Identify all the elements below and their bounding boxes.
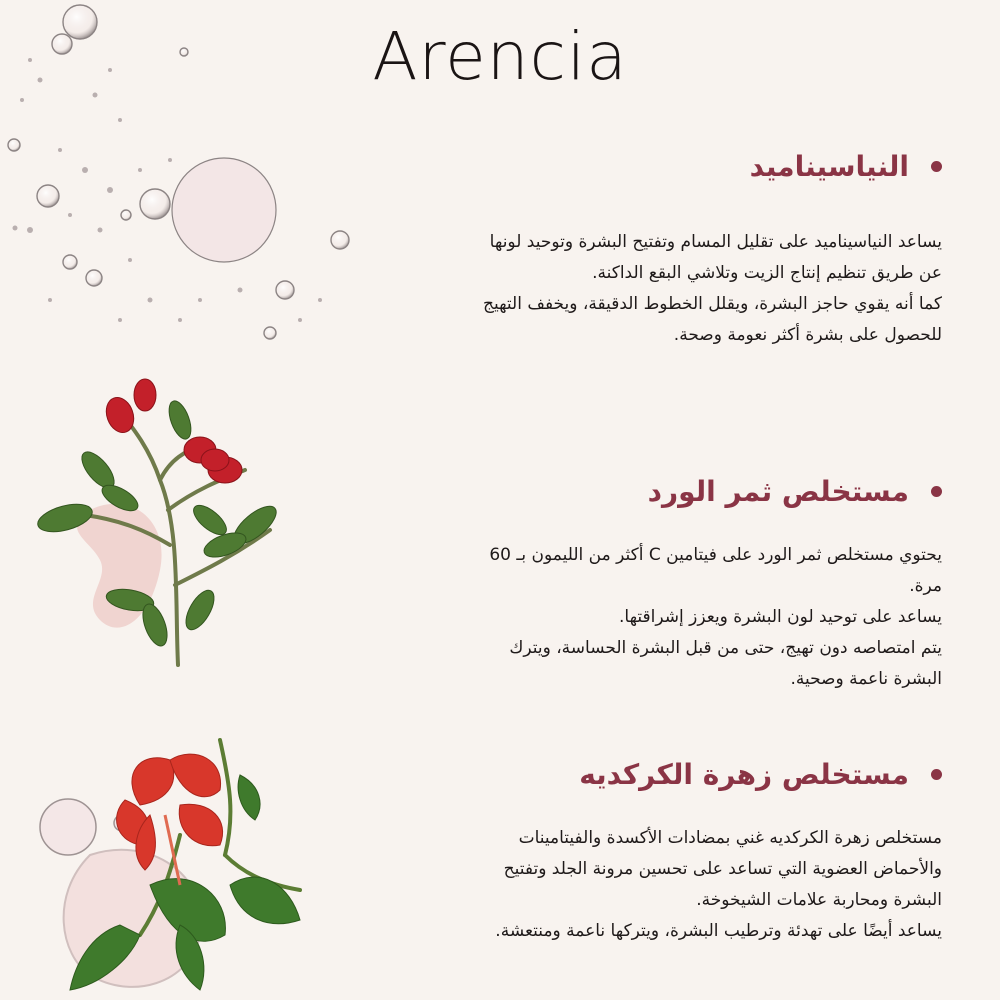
section-body [472, 823, 942, 947]
paragraph: كما أنه يقوي حاجز البشرة، ويقلل الخطوط الدقيقة، ويخفف التهيج للحصول على بشرة أكثر نعومة وصحة. [482, 294, 942, 345]
section-hibiscus [472, 758, 942, 947]
brand-logo: Arencia [372, 18, 628, 95]
section-heading [472, 475, 942, 508]
section-heading [472, 758, 942, 791]
bullet-icon [931, 486, 942, 497]
section-body [472, 540, 942, 695]
bullet-icon [931, 769, 942, 780]
rosehip-branch-illustration [20, 370, 290, 680]
section-niacinamide [472, 150, 942, 351]
section-heading [472, 150, 942, 183]
bullet-icon [931, 161, 942, 172]
hibiscus-flower-illustration [30, 735, 320, 1000]
paragraph: يحتوي مستخلص ثمر الورد على فيتامين C أكثر من الليمون بـ 60 مرة. [489, 545, 942, 596]
paragraph: مستخلص زهرة الكركديه غني بمضادات الأكسدة والفيتامينات والأحماض العضوية التي تساعد على تحسين مرونة الجلد وتفتيح البشرة ومحاربة علامات الشيخوخة. [503, 828, 942, 910]
paragraph: يساعد أيضًا على تهدئة وترطيب البشرة، ويتركها ناعمة ومنتعشة. [495, 921, 942, 941]
water-bubbles-illustration [0, 0, 360, 350]
paragraph: يساعد على توحيد لون البشرة ويعزز إشراقتها. [619, 607, 942, 627]
section-title: النياسيناميد [749, 150, 909, 183]
section-title: مستخلص ثمر الورد [647, 475, 909, 508]
paragraph: يتم امتصاصه دون تهيج، حتى من قبل البشرة الحساسة، ويترك البشرة ناعمة وصحية. [509, 638, 942, 689]
section-body [472, 227, 942, 351]
paragraph: يساعد النياسيناميد على تقليل المسام وتفتيح البشرة وتوحيد لونها عن طريق تنظيم إنتاج الزيت وتلاشي البقع الداكنة. [489, 232, 942, 283]
section-title: مستخلص زهرة الكركديه [579, 758, 909, 791]
section-rosehip [472, 475, 942, 695]
